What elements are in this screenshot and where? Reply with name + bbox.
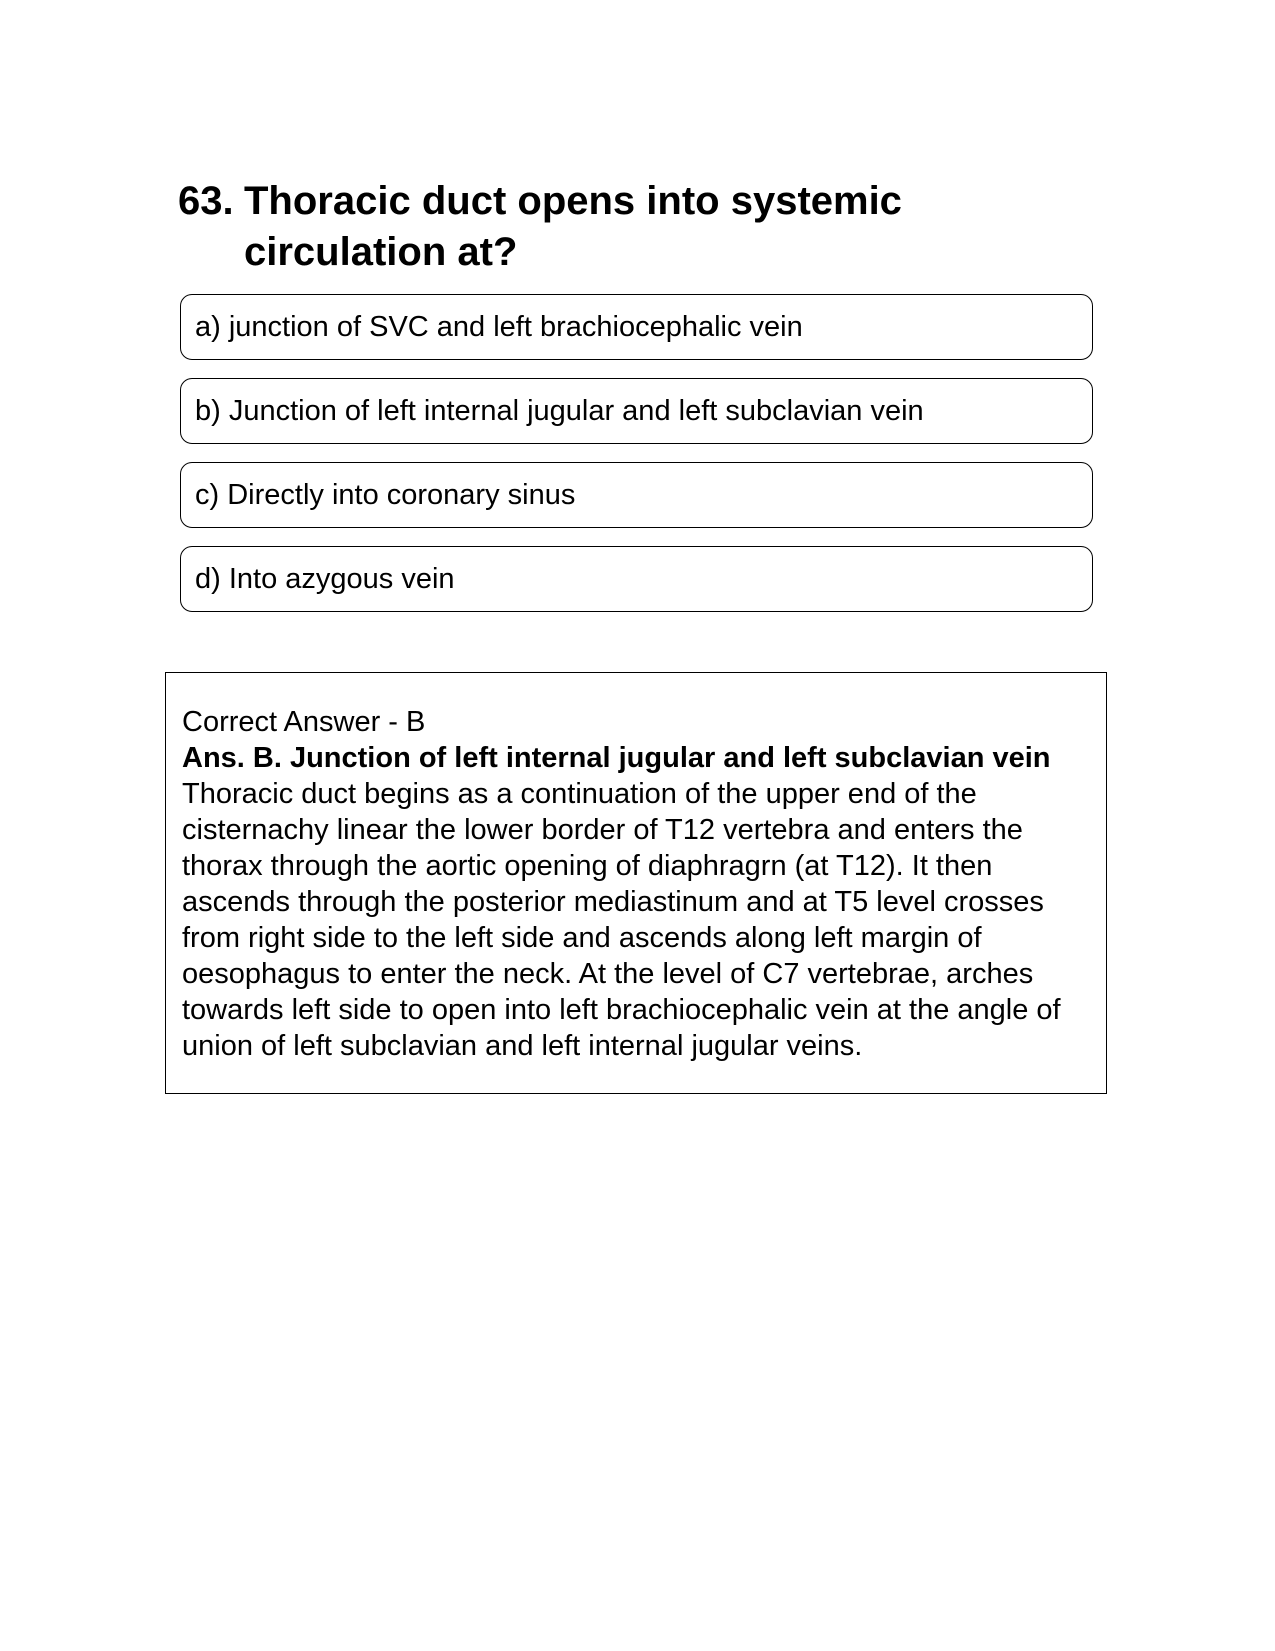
option-d[interactable]: d) Into azygous vein (180, 546, 1093, 612)
option-c[interactable]: c) Directly into coronary sinus (180, 462, 1093, 528)
question-text: Thoracic duct opens into systemic circulation at? (244, 179, 902, 274)
answer-heading: Ans. B. Junction of left internal jugular and left subclavian vein (182, 742, 1051, 774)
question-heading (178, 176, 978, 278)
answer-box (165, 672, 1107, 1094)
answer-explanation: Thoracic duct begins as a continuation of the upper end of the cisternachy linear the lower border of T12 vertebra and enters the thorax through the aortic opening of diaphragrn (at T12). It then ascends through the posterior mediastinum and at T5 level crosses from right side to the left side and ascends along left margin of oesophagus to enter the neck. At the level of C7 vertebrae, arches towards left side to open into left brachiocephalic vein at the angle of union of left subclavian and left internal jugular veins. (182, 778, 1061, 1062)
question-number: 63. (178, 179, 234, 223)
correct-answer: Correct Answer - B (182, 706, 426, 738)
option-a[interactable]: a) junction of SVC and left brachiocephalic vein (180, 294, 1093, 360)
option-b[interactable]: b) Junction of left internal jugular and left subclavian vein (180, 378, 1093, 444)
